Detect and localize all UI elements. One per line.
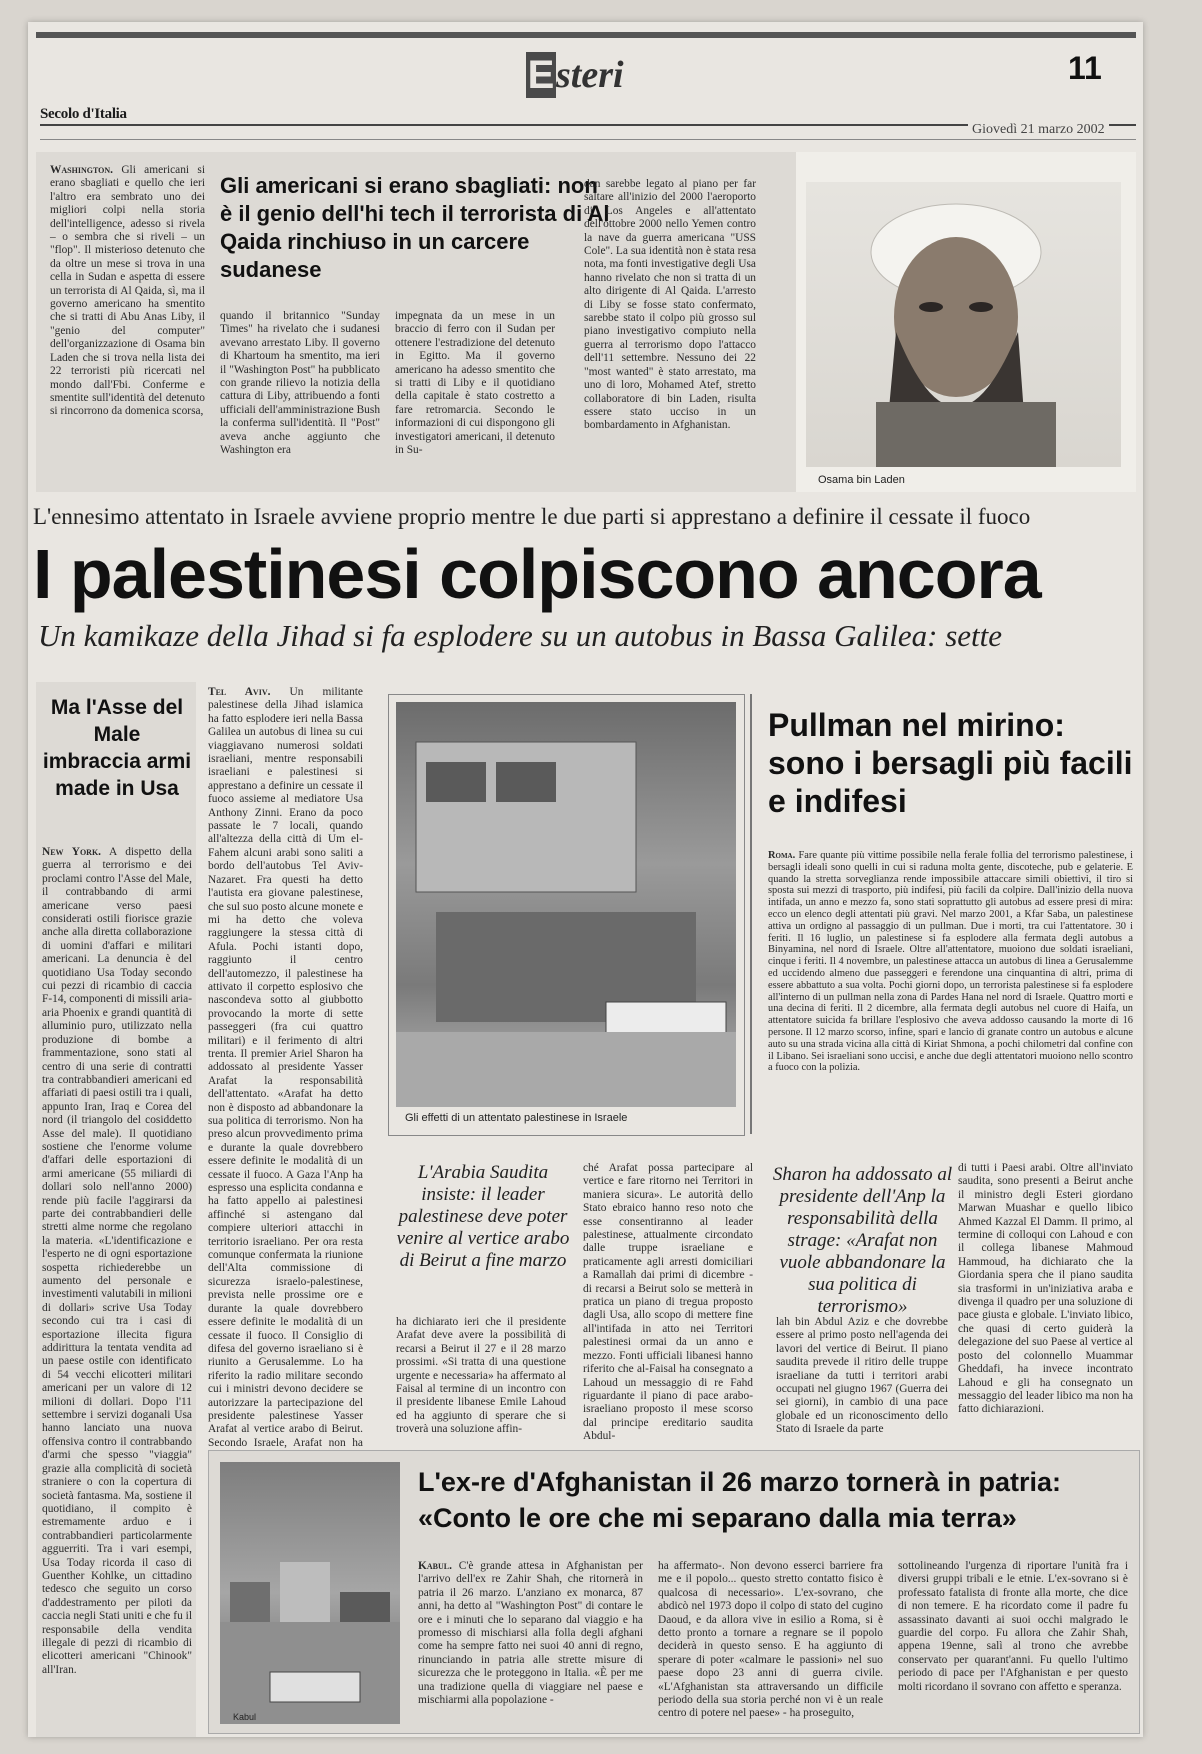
main-subhead: Un kamikaze della Jihad si fa esplodere su un autobus in Bassa Galilea: sette (38, 618, 1003, 653)
story-afghan-col2: ha affermato-. Non devono esserci barriere fra me e il popolo... questo stretto contatto fisico è qualcosa di necessario». L'ex-sovrano, che abdicò nel 1973 dopo il colpo di stato del cugino Daoud, e da allora vive in esilio a Roma, si è detto pronto a tornare a regnare se il popolo deciderà in questo senso. E ha aggiunto di sperare di poter «calmare le passioni» nel suo paese dopo 23 anni di guerra civile. «L'Afghanistan sta attraversando un difficile periodo della sua storia perché non vi è un reale centro di potere nel paese» - ha proseguito, (658, 1560, 883, 1720)
attack-photo (396, 702, 736, 1107)
top-rule (36, 32, 1136, 38)
story-telaviv-body: Tel Aviv. Un militante palestinese della Jihad islamica ha fatto esplodere ieri nella Bassa Galilea un autobus di linea su cui viaggiavano numerosi soldati israeliani, mentre responsabili israeliani e palestinesi si apprestano a definire un cessate il fuoco assieme al mediatore Usa Anthony Zinni. Erano da poco passate le 7 locali, quando all'altezza della città di Um el-Fahem alcuni arabi sono saliti a bordo dell'autobus Tel Aviv-Nazaret. Fra questi ha detto l'autista era giovane palestinese, che sul suo posto alcune monete e mi ha detto che voleva raggiungere la stessa città di Afula. Pochi istanti dopo, raggiunto il centro dell'automezzo, il palestinese ha attivato il corpetto esplosivo che nascondeva sotto al giubbotto provocando la morte di sette passeggeri (fra cui quattro militari) e il ferimento di altri trenta. Il premier Ariel Sharon ha addossato al presidente Yasser Arafat la responsabilità dell'attentato. «Arafat ha detto non è disposto ad abbandonare la sua politica di terrorismo. Non ha preso alcun provvedimento prima e durante la quale dovrebbero essere definite le modalità di un cessate il fuoco. A Gaza l'Anp ha espresso una esplicita condanna e ha fatto appello ai palestinesi affinché si astengano dal compiere ulteriori attacchi in territorio israeliano. Per ora resta comunque confermata la riunione dell'Alta commissione di sicurezza israelo-palestinese, prevista nelle prossime ore e durante la quale dovrebbero essere definite le modalità di un cessate il fuoco. Il Consiglio di difesa del governo israeliano si è riunito a Gerusalemme. Lo ha riferito la radio militare secondo cui i ministri devono decidere se autorizzare la partecipazione del presidente palestinese Yasser Arafat al vertice arabo di Beirut. Secondo Israele, Arafat non ha (208, 686, 363, 1449)
dateline: Roma. (768, 850, 796, 861)
story-sharon-headline: Sharon ha addossato al presidente dell'Anp la responsabilità della strage: «Arafat non vuole abbandonare la sua politica di terrorismo» (772, 1164, 953, 1317)
dateline: New York. (42, 846, 102, 858)
newspaper-name: Secolo d'Italia (40, 106, 127, 122)
pullman-rule (750, 694, 752, 1134)
story-alqaida-headline: Gli americani si erano sbagliati: non è il genio dell'hi tech il terrorista di Al Qaida rinchiuso in un carcere sudanese (220, 173, 610, 282)
section-title (526, 52, 656, 102)
story-sharon-col2: di tutti i Paesi arabi. Oltre all'inviato saudita, sono presenti a Beirut anche il ministro degli Esteri giordano Marwan Muashar e quello libico Ahmed Kazzal El Damm. Il primo, al termine di colloqui con Lahoud e con il collega libanese Mahmoud Hammoud, ha dichiarato che la Giordania spera che il piano saudita sia trasformi in un'iniziativa araba e divenga il quadro per una soluzione di pace giusta e globale. L'inviato libico, che quasi di certo guiderà la delegazione del suo Paese al vertice al posto del colonnello Muammar Gheddafi, ha invece incontrato Lahoud e gli ha consegnato un messaggio del leader libico ma non ha fatto dichiarazioni. (958, 1162, 1133, 1416)
section-name: steri (556, 54, 624, 96)
attack-photo-caption: Gli effetti di un attentato palestinese in Israele (405, 1112, 628, 1124)
kabul-caption: Kabul (233, 1712, 257, 1722)
story-arabia-headline: L'Arabia Saudita insiste: il leader palestinese deve poter venire al vertice arabo di Beirut a fine marzo (396, 1162, 570, 1271)
issue-date: Giovedì 21 marzo 2002 (968, 122, 1109, 138)
story-pullman-headline: Pullman nel mirino: sono i bersagli più facili e indifesi (768, 707, 1133, 819)
dateline: Kabul. (418, 1560, 452, 1572)
story-arabia-col1: ha dichiarato ieri che il presidente Arafat deve avere la possibilità di recarsi a Beirut il 27 e il 28 marzo prossimi. «Si tratta di una questione urgente e necessaria» ha affermato al Faisal al termine di un incontro con il presidente libanese Emile Lahoud ed ha aggiunto di sperare che si troverà una soluzione affin- (396, 1316, 566, 1436)
story-pullman-body: Roma. Fare quante più vittime possibile nella ferale follia del terrorismo palestinese, i bersagli ideali sono quelli in cui si raduna molta gente, discoteche, pub e gelaterie. E quando la stretta sorveglianza rende impossibile attaccare simili obiettivi, il tiro si sposta sui mezzi di trasporto, più indifesi, più facili da colpire. Dall'inizio della nuova intifada, un anno e mezzo fa, sono stati soprattutto gli autobus ad essere presi di mira: ecco un elenco degli attentati più gravi. Nel marzo 2001, a Kfar Saba, un palestinese attiva un ordigno al passaggio di un pullman. Due i morti, tra cui l'attentatore. 30 i feriti. Il 16 luglio, un palestinese si fa esplodere alla fermata degli autobus a Binyamina, nel nord di Israele. Oltre all'attentatore, muoiono due soldati israeliani, cinque i feriti. Il 4 novembre, un palestinese attacca un autobus di linea a Gerusalemme ed uccidendo almeno due passeggeri e ferendone una cinquantina di altri, prima di essere abbattuto a sua volta. Pochi giorni dopo, un terrorista palestinese si fa esplodere all'interno di un pullman nella zona di Pardes Hana nel nord di Israele. Quattro morti e una decina di feriti. Il 2 dicembre, alla fermata degli autobus nel cuore di Haifa, un attentatore suicida fa brillare l'esplosivo che aveva addosso causando la morte di 16 persone. Il 12 marzo scorso, infine, spari e lancio di granate contro un autobus e alcune auto su una strada vicina alla città di Kiriat Shmona, a pochi chilometri dal confine con il Libano. Sei israeliani sono uccisi, e anche due degli attentatori muoiono nello scontro a fuoco con la polizia. (768, 850, 1133, 1074)
page-number: 11 (1068, 50, 1102, 86)
story-sharon-col1: lah bin Abdul Aziz e che dovrebbe essere al primo posto nell'agenda dei lavori del vertice di Beirut. Il piano saudita prevede il ritiro delle truppe israeliane da tutti i territori arabi occupati nel giugno 1967 (Guerra dei sei giorni), in cambio di una pace globale ed un riconoscimento dello Stato di Israele da parte (776, 1316, 948, 1436)
main-kicker: L'ennesimo attentato in Israele avviene proprio mentre le due parti si apprestano a definire il cessate il fuoco (33, 504, 1031, 529)
binladen-caption: Osama bin Laden (818, 474, 905, 486)
main-headline: I palestinesi colpiscono ancora (33, 535, 1041, 613)
section-initial: E (527, 53, 555, 97)
kabul-city-image (220, 1462, 400, 1724)
story-asse-headline: Ma l'Asse del Male imbraccia armi made in Usa (42, 696, 192, 800)
story-alqaida-col3: impegnata da un mese in un braccio di ferro con il Sudan per ottenere l'estradizione del detenuto in Egitto. Ma il governo americano ha adesso smentito che si tratti di Liby e il quotidiano della capitale è stato costretto a fare retromarcia. Secondo le informazioni di cui dispongono gli investigatori americani, il detenuto in Su- (395, 310, 555, 457)
story-afghan-col3: sottolineando l'urgenza di riportare l'unità fra i diversi gruppi tribali e le etnie. L'ex-sovrano si è professato fatalista di fronte alla morte, che dice di non temere. E ha ricordato come il padre fu assassinato davanti ai suoi occhi malgrado le guardie del corpo. Fu allora che Zahir Shah, appena 19enne, salì al trono che avrebbe conservato per quarant'anni. Fu quello l'ultimo periodo di pace per l'Afghanistan e per questo molti ricordano il sovrano con affetto e speranza. (898, 1560, 1128, 1693)
bus-wreck-image (396, 702, 736, 1107)
binladen-photo (806, 182, 1121, 467)
newspaper-page (28, 22, 1143, 1737)
story-arabia-col2: ché Arafat possa partecipare al vertice e fare ritorno nei Territori in maniera sicura». Le autorità dello Stato ebraico hanno reso noto che esse consentiranno al leader palestinese, attualmente circondato dalle truppe israeliane e praticamente agli arresti domiciliari a Ramallah dai primi di dicembre - di recarsi a Beirut solo se metterà in pratica un piano di tregua proposto dagli Usa, allo scopo di mettere fine all'intifada in atto nei Territori palestinesi ormai da un anno e mezzo. Fonti ufficiali libanesi hanno riferito che al-Faisal ha consegnato a Lahoud un messaggio di re Fahd riguardante il piano di pace arabo-israeliano proposto il mese scorso dal principe ereditario saudita Abdul- (583, 1162, 753, 1443)
dateline: Tel Aviv. (208, 686, 271, 698)
story-afghan-headline: L'ex-re d'Afghanistan il 26 marzo tornerà in patria: «Conto le ore che mi separano dalla mia terra» (418, 1467, 1061, 1533)
masthead-rule-thin (40, 139, 1136, 140)
kabul-photo (220, 1462, 400, 1724)
story-alqaida-col2: quando il britannico "Sunday Times" ha rivelato che i sudanesi avevano arrestato Liby. Il governo di Khartoum ha smentito, ma ieri il "Washington Post" ha pubblicato con grande rilievo la notizia della cattura di Liby, attribuendo a fonti ufficiali dell'amministrazione Bush la conferma sull'identità. Il "Post" aveva anche aggiunto che Washington era (220, 310, 381, 457)
portrait-image (806, 182, 1121, 467)
story-alqaida-col4: dan sarebbe legato al piano per far saltare all'inizio del 2000 l'aeroporto di Los Angeles e all'attentato dell'ottobre 2000 nello Yemen contro la nave da guerra americana "USS Cole". La sua identità non è stata resa nota, ma fonti investigative degli Usa hanno rivelato che non si tratta di un alto dirigente di Al Qaida. L'arresto di Liby se fosse stato confermato, sarebbe stato il colpo più grosso sul piano investigativo compiuto nella guerra al terrorismo dopo l'attacco dell'11 settembre. Nessuno dei 22 "most wanted" è stato arrestato, ma uno di loro, Mohamed Atef, stretto collaboratore di bin Laden, risulta essere stato ucciso in un bombardamento in Afghanistan. (584, 178, 756, 432)
story-asse-body: New York. A dispetto della guerra al terrorismo e dei proclami contro l'Asse del Male, il contrabbando di armi americane verso paesi considerati ostili fiorisce grazie anche alla diretta collaborazione di uomini d'affari e militari americani. La denuncia è del quotidiano Usa Today secondo cui pezzi di ricambio di caccia F-14, componenti di missili aria-aria Phoenix e grandi quantità di alluminio puro, utilizzato nella produzione di bombe a frammentazione, sono stati al centro di una serie di contratti tra contrabbandieri americani ed affariati di paesi ostili tra i quali, appunto Iran, Iraq e Corea del nord (il triangolo del cosiddetto Asse del male). Il quotidiano sostiene che l'enorme volume d'affari delle esportazioni di armi americane (55 miliardi di dollari solo nell'anno 2000) rende più facile l'aggirarsi da parte dei contrabbandieri delle stretti alme norme che regolano la materia. «L'identificazione e l'esperto ne di ogni esportazione sospetta richiederebbe un aumento del personale e investimenti valutabili in milioni di dollari» scrive Usa Today secondo cui tra i casi di esportazione illecita figura addirittura la tentata vendita ad un paese ostile con identificato di 54 vecchi elicotteri militari americani per un valore di 12 milioni di dollari. Dopo l'11 settembre i servizi doganali Usa hanno lanciato una nuova offensiva contro il contrabbando d'armi che spesso "viaggia" grazie alla complicità di società straniere o con la copertura di società fantasma. Ma, sostiene il quotidiano, il compito è estremamente arduo e i contrabbandieri particolarmente agguerriti. Tra i vari esempi, Usa Today ricorda il caso di Guenther Kohlke, un cittadino tedesco che seguito un corso d'addestramento per piloti da caccia negli Stati uniti e che fu il responsabile della vendita illegale di pezzi di ricambio di elicotteri americani "Chinook" all'Iran. (42, 846, 192, 1676)
story-afghan-col1: Kabul. C'è grande attesa in Afghanistan per l'arrivo dell'ex re Zahir Shah, che ritornerà in patria il 26 marzo. L'anziano ex monarca, 87 anni, ha detto al "Washington Post" di contare le ore e i minuti che lo separano dal viaggio e ha promesso di mischiarsi alla folla degli afghani come ha sempre fatto nei suoi 40 anni di regno, rinunciando in patria alle strette misure di sicurezza che le proteggono in Italia. «È per me una tradizione quella di viaggiare nel paese e mischiarmi alla popolazione - (418, 1560, 643, 1707)
dateline: Washington. (50, 164, 113, 176)
story-alqaida-col1: Washington. Gli americani si erano sbagliati e quello che ieri l'altro era sembrato uno dei migliori colpi nella storia dell'intelligence, adesso si rivela – o sembra che si riveli – un "flop". Il misterioso detenuto che da oltre un mese si trova in una cella in Sudan e aspetta di essere un terrorista di Al Qaida, sì, ma il governo americano ha smentito che si tratti di Abu Anas Liby, il "genio del computer" dell'organizzazione di Osama bin Laden che si trova nella lista dei 22 terroristi più ricercati nel mondo dall'Fbi. Conferme e smentite sull'identità del detenuto si rincorrono da domenica scorsa, (50, 164, 205, 418)
